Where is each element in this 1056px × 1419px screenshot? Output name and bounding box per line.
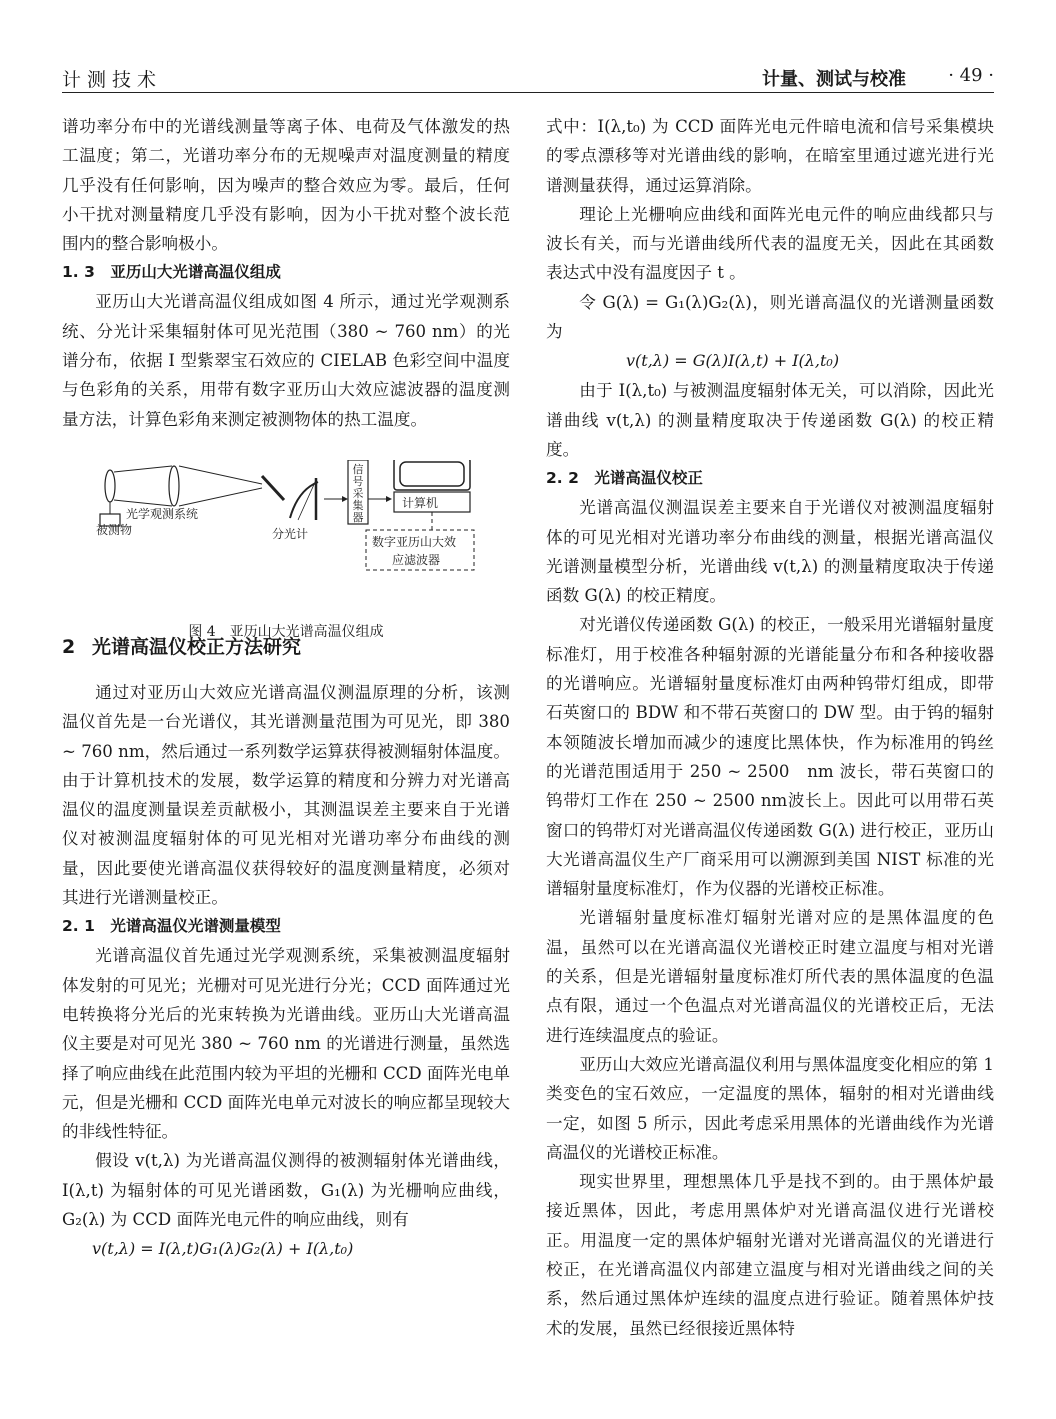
arrowhead — [386, 496, 392, 502]
label-optics: 光学观测系统 — [126, 506, 199, 521]
paragraph: 令 G(λ) = G₁(λ)G₂(λ)，则光谱高温仪的光谱测量函数为 — [546, 292, 994, 342]
label-object: 被测物 — [96, 522, 133, 537]
section-title: 光谱高温仪校正方法研究 — [92, 635, 302, 658]
paragraph: 由于 I(λ,t₀) 与被测温度辐射体无关，可以消除，因此光谱曲线 v(t,λ) 的测量精度取决于传递函数 G(λ) 的校正精度。 — [546, 381, 994, 459]
beam — [114, 466, 172, 472]
figure-4 — [62, 460, 510, 640]
grating — [262, 476, 284, 500]
label-filter-line1: 数字亚历山大效 — [372, 534, 457, 549]
paragraph: 式中：I(λ,t₀) 为 CCD 面阵光电元件暗电流和信号采集模块的零点漂移等对光谱曲线的影响，在暗室里通过遮光进行光谱测量获得，通过运算消除。 — [546, 117, 994, 195]
page-number: · 49 · — [948, 65, 994, 86]
arrowhead — [342, 496, 348, 502]
right-column — [546, 112, 994, 1343]
paragraph: 假设 v(t,λ) 为光谱高温仪测得的被测辐射体光谱曲线，I(λ,t) 为辐射体的可见光谱函数，G₁(λ) 为光栅响应曲线，G₂(λ) 为 CCD 面阵光电元件的响应曲线，则有 — [62, 1151, 510, 1230]
label-computer: 计算机 — [402, 495, 439, 510]
label-filter-line2: 应滤波器 — [392, 552, 441, 567]
section-heading-2-2: 2. 2 光谱高温仪校正 — [546, 469, 703, 488]
label-spectrometer: 分光计 — [272, 526, 309, 541]
paragraph: 理论上光栅响应曲线和面阵光电元件的响应曲线都只与波长有关，而与光谱曲线所代表的温度无关，因此在其函数表达式中没有温度因子 t 。 — [546, 204, 994, 283]
section-number: 2 — [62, 635, 76, 658]
beam — [114, 500, 172, 506]
equation-1: v(t,λ) = I(λ,t)G₁(λ)G₂(λ) + I(λ,t₀) — [92, 1239, 354, 1259]
label-signal-collector: 信号采集器 — [352, 462, 364, 524]
paragraph: 光谱高温仪首先通过光学观测系统，采集被测温度辐射体发射的可见光；光栅对可见光进行分光；CCD 面阵通过光电转换将分光后的光束转换为光谱曲线。亚历山大光谱高温仪主要是对可见光 380 ~ 760 nm 的光谱进行测量，虽然选择了响应曲线在此范围内较为平坦的光栅和 CCD 面阵光电单元，但是光栅和 CCD 面阵光电单元对波长的响应都呈现较大的非线性特征。 — [62, 946, 510, 1142]
lens-1 — [105, 470, 115, 502]
paragraph: 对光谱仪传递函数 G(λ) 的校正，一般采用光谱辐射量度标准灯，用于校准各种辐射源的光谱能量分布和各种接收器的光谱响应。光谱辐射量度标准灯由两种钨带灯组成，即带石英窗口的 BDW 和不带石英窗口的 DW 型。由于钨的辐射本领随波长增加而减少的速度比黑体快，作为标准用的钨丝的光谱范围适用于 250 ~ 2500 nm 波长，带石英窗口的钨带灯工作在 250 ~ 2500 nm波长上。因此可以用带石英窗口的钨带灯对光谱高温仪传递函数 G(λ) 进行校正，亚历山大光谱高温仪生产厂商采用可以溯源到美国 NIST 标准的光谱辐射量度标准灯，作为仪器的光谱校正标准。 — [546, 615, 994, 899]
section-heading-2-1: 2. 1 光谱高温仪光谱测量模型 — [62, 917, 281, 936]
paragraph: 通过对亚历山大效应光谱高温仪测温原理的分析，该测温仪首先是一台光谱仪，其光谱测量范围为可见光，即 380 ~ 760 nm，然后通过一系列数学运算获得被测辐射体温度。由于计算机技术的发展，数学运算的精度和分辨力对光谱高温仪的温度测量误差贡献极小，其测温误差主要来自于光谱仪对被测温度辐射体的可见光相对光谱功率分布曲线的测量，因此要使光谱高温仪获得较好的温度测量精度，必须对其进行光谱测量校正。 — [62, 682, 510, 908]
figure-caption: 图 4 亚历山大光谱高温仪组成 — [188, 623, 384, 640]
paragraph: 光谱高温仪测温误差主要来自于光谱仪对被测温度辐射体的可见光相对光谱功率分布曲线的测量，根据光谱高温仪光谱测量模型分析，光谱曲线 v(t,λ) 的测量精度取决于传递函数 G(λ) 的校正精度。 — [546, 498, 994, 606]
paragraph: 谱功率分布中的光谱线测量等离子体、电荷及气体激发的热工温度；第二，光谱功率分布的无规噪声对温度测量的精度几乎没有任何影响，因为噪声的整合效应为零。最后，任何小干扰对测量精度几乎没有影响，因为小干扰对整个波长范围内的整合影响极小。 — [62, 117, 510, 254]
paragraph: 光谱辐射量度标准灯辐射光谱对应的是黑体温度的色温，虽然可以在光谱高温仪光谱校正时建立温度与相对光谱的关系，但是光谱辐射量度标准灯所代表的黑体温度的色温点有限，通过一个色温点对光谱高温仪的光谱校正后，无法进行连续温度点的验证。 — [546, 908, 994, 1045]
figure-4-diagram — [62, 460, 510, 610]
paragraph: 亚历山大光谱高温仪组成如图 4 所示，通过光学观测系统、分光计采集辐射体可见光范围（380 ~ 760 nm）的光谱分布，依据 I 型紫翠宝石效应的 CIELAB 色彩空间中温度与色彩角的关系，用带有数字亚历山大效应滤波器的温度测量方法，计算色彩角来测定被测物体的热工温度。 — [62, 292, 510, 429]
left-column — [62, 112, 510, 1264]
beam — [179, 466, 262, 484]
lens-2 — [169, 466, 179, 506]
monitor-screen — [400, 462, 464, 486]
mirror — [290, 482, 318, 518]
beam — [179, 488, 262, 506]
journal-name: 计测技术 — [62, 69, 163, 91]
section-name: 计量、测试与校准 — [762, 69, 906, 90]
paragraph: 现实世界里，理想黑体几乎是找不到的。由于黑体炉最接近黑体，因此，考虑用黑体炉对光谱高温仪进行光谱校正。用温度一定的黑体炉辐射光谱对光谱高温仪的光谱进行校正，在光谱高温仪内部建立温度与相对光谱曲线之间的关系，然后通过黑体炉连续的温度点进行验证。随着黑体炉技术的发展，虽然已经很接近黑体特 — [546, 1172, 994, 1338]
paragraph: 亚历山大效应光谱高温仪利用与黑体温度变化相应的第 1 类变色的宝石效应，一定温度的黑体，辐射的相对光谱曲线一定，如图 5 所示，因此考虑采用黑体的光谱曲线作为光谱高温仪的光谱校正标准。 — [546, 1054, 994, 1162]
running-header — [62, 62, 994, 93]
equation-2: v(t,λ) = G(λ)I(λ,t) + I(λ,t₀) — [626, 351, 840, 371]
section-heading-1-3: 1. 3 亚历山大光谱高温仪组成 — [62, 263, 281, 282]
beam — [298, 480, 316, 520]
